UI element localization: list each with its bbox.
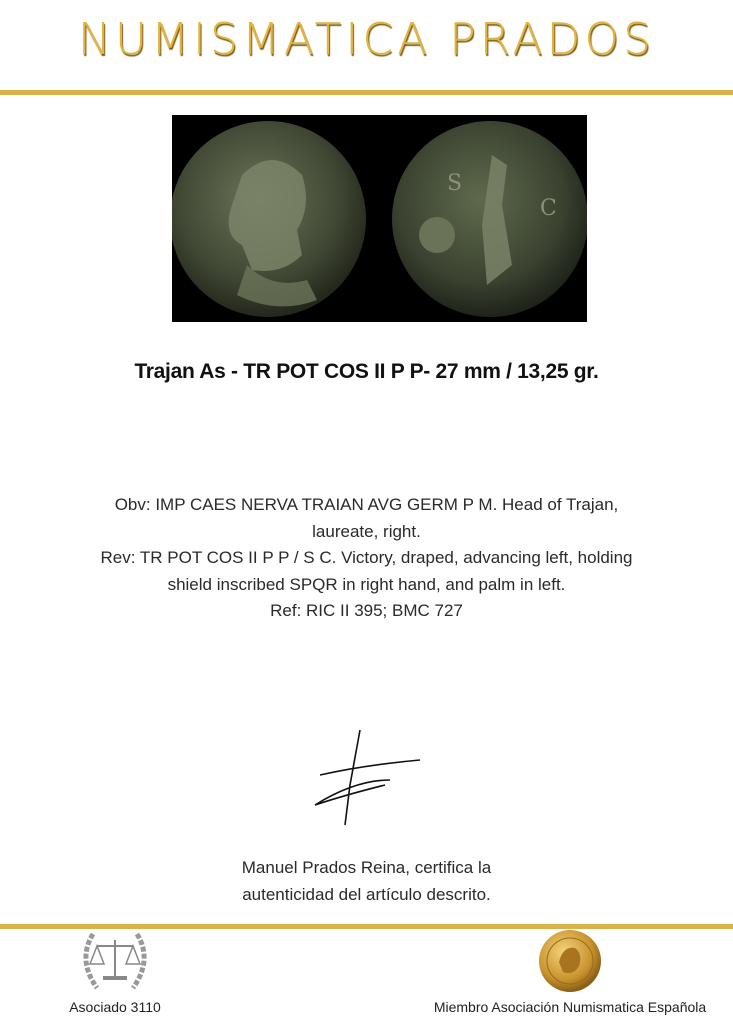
coin-photo: [172, 115, 587, 322]
header-divider: [0, 90, 733, 95]
certification-text: [0, 854, 733, 908]
reverse-letter-s: S: [447, 171, 463, 196]
obverse-coin: [172, 121, 366, 317]
association-label: Asociado 3110: [69, 999, 161, 1015]
ane-badge: [410, 928, 730, 1015]
association-badge: [60, 930, 170, 1015]
brand-name: NUMISMATICA PRADOS: [77, 14, 656, 65]
description-line: Ref: RIC II 395; BMC 727: [270, 601, 463, 620]
reverse-letter-c: C: [540, 196, 557, 221]
reverse-coin: [392, 121, 587, 317]
certification-line: Manuel Prados Reina, certifica la: [241, 858, 492, 877]
description-line: shield inscribed SPQR in right hand, and palm in left.: [167, 574, 566, 594]
description-line: laureate, right.: [312, 521, 421, 541]
scales-laurel-icon: [75, 930, 155, 994]
description-line: Obv: IMP CAES NERVA TRAIAN AVG GERM P M. Head of Trajan,: [114, 495, 619, 514]
gold-medal-icon: [537, 928, 603, 994]
brand-logo: [0, 0, 733, 88]
certification-line: autenticidad del artículo descrito.: [242, 885, 491, 904]
ane-label: Miembro Asociación Numismatica Española: [433, 999, 707, 1015]
coin-description: [40, 492, 693, 625]
signature: [305, 725, 425, 835]
description-line: Rev: TR POT COS II P P / S C. Victory, draped, advancing left, holding: [100, 548, 633, 567]
coin-title: Trajan As - TR POT COS II P P- 27 mm / 13,25 gr.: [134, 360, 599, 383]
